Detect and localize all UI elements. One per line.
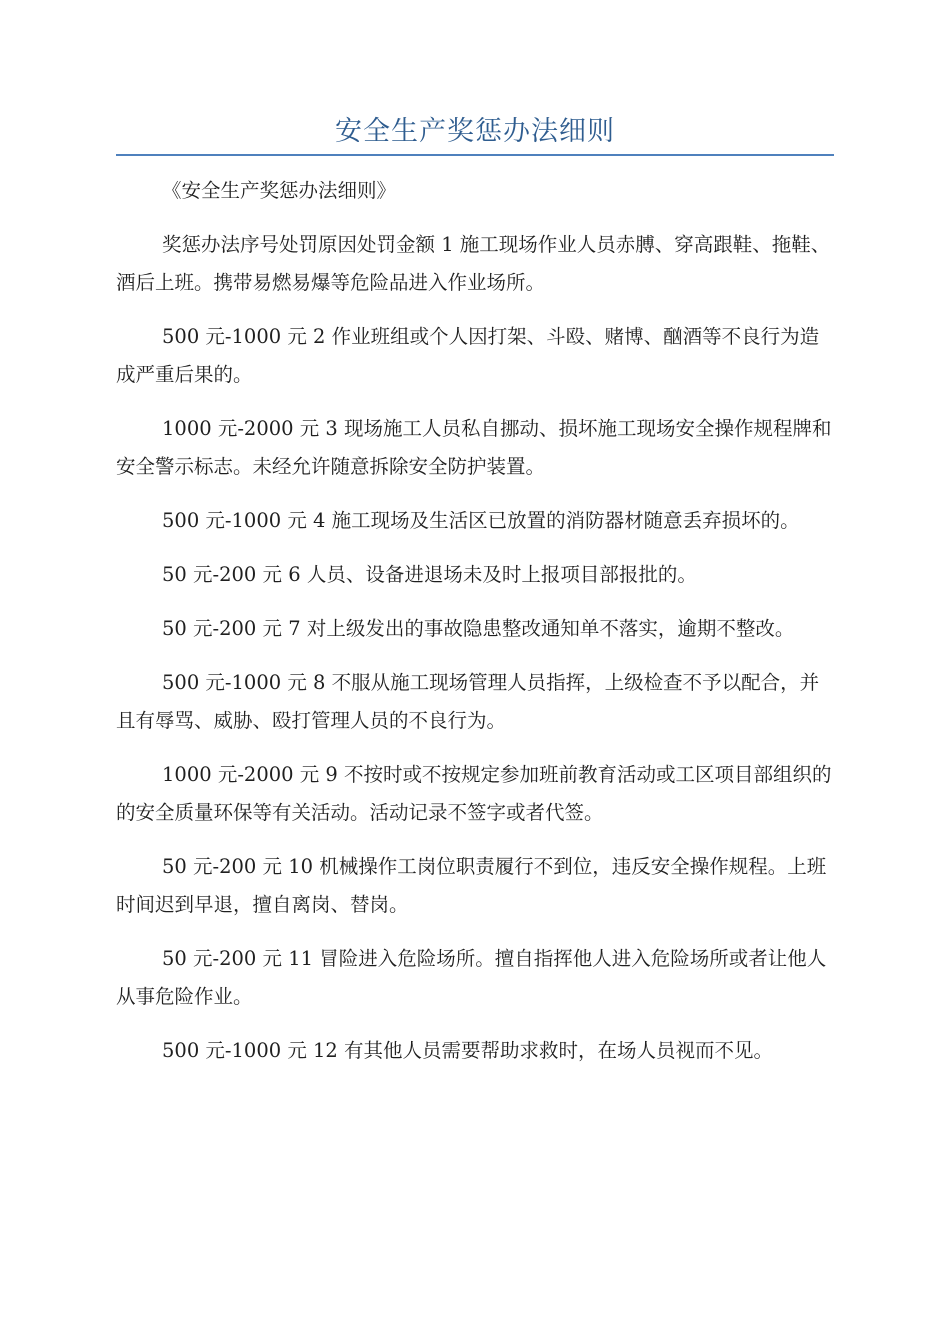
paragraph-doc-name: 《安全生产奖惩办法细则》 — [162, 179, 397, 202]
paragraph-item-7: 50 元-200 元 7 对上级发出的事故隐患整改通知单不落实，逾期不整改。 — [162, 617, 795, 640]
paragraph-item-4: 500 元-1000 元 4 施工现场及生活区已放置的消防器材随意丢弃损坏的。 — [162, 509, 800, 532]
paragraph-item-6: 50 元-200 元 6 人员、设备进退场未及时上报项目部报批的。 — [162, 563, 697, 586]
title-underline-divider — [116, 154, 834, 156]
paragraph-item-12: 500 元-1000 元 12 有其他人员需要帮助求救时，在场人员视而不见。 — [162, 1039, 774, 1062]
paragraph-item-10: 50 元-200 元 10 机械操作工岗位职责履行不到位，违反安全操作规程。上班时间迟到早退，擅自离岗、替岗。 — [116, 855, 827, 916]
paragraph-item-2: 500 元-1000 元 2 作业班组或个人因打架、斗殴、赌博、酗酒等不良行为造成严重后果的。 — [116, 325, 820, 386]
paragraph-item-1: 奖惩办法序号处罚原因处罚金额 1 施工现场作业人员赤膊、穿高跟鞋、拖鞋、酒后上班。携带易燃易爆等危险品进入作业场所。 — [116, 233, 831, 294]
paragraph-item-8: 500 元-1000 元 8 不服从施工现场管理人员指挥，上级检查不予以配合，并且有辱骂、威胁、殴打管理人员的不良行为。 — [116, 671, 820, 732]
document-title: 安全生产奖惩办法细则 — [335, 116, 615, 147]
paragraph-item-9: 1000 元-2000 元 9 不按时或不按规定参加班前教育活动或工区项目部组织的的安全质量环保等有关活动。活动记录不签字或者代签。 — [116, 763, 832, 824]
paragraph-item-11: 50 元-200 元 11 冒险进入危险场所。擅自指挥他人进入危险场所或者让他人从事危险作业。 — [116, 947, 827, 1008]
document-body — [116, 172, 834, 1086]
paragraph-item-3: 1000 元-2000 元 3 现场施工人员私自挪动、损坏施工现场安全操作规程牌和安全警示标志。未经允许随意拆除安全防护装置。 — [116, 417, 832, 478]
